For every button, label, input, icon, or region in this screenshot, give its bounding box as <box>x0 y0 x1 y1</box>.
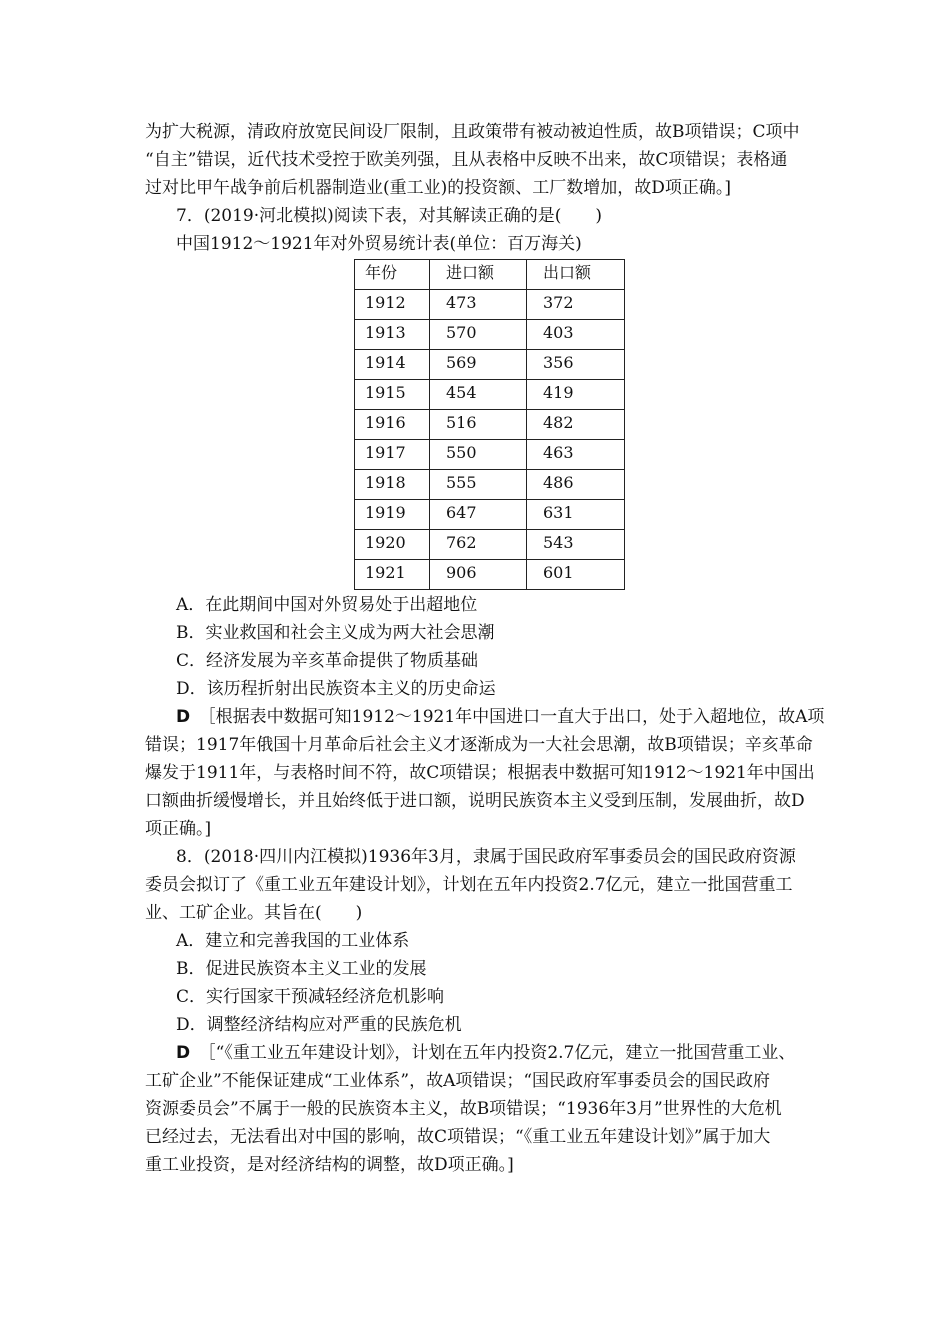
cell-export: 463 <box>527 440 625 470</box>
cell-year: 1921 <box>355 560 430 590</box>
q7-answer-text: ［根据表中数据可知1912～1921年中国进口一直大于出口，处于入超地位，故A项 <box>207 707 825 727</box>
q7-answer-first-line <box>176 706 824 728</box>
table-header-row <box>355 260 625 290</box>
table-row <box>355 410 625 440</box>
q7-answer-line: 爆发于1911年，与表格时间不符，故C项错误；根据表中数据可知1912～1921年中国出 <box>145 763 815 783</box>
q7-option-b: B．实业救国和社会主义成为两大社会思潮 <box>176 623 495 643</box>
q7-answer-line: 错误；1917年俄国十月革命后社会主义才逐渐成为一大社会思潮，故B项错误；辛亥革命 <box>145 735 813 755</box>
cell-export: 356 <box>527 350 625 380</box>
table-row <box>355 290 625 320</box>
header-export: 出口额 <box>527 260 625 290</box>
table-row <box>355 320 625 350</box>
cell-import: 762 <box>430 530 527 560</box>
cell-export: 372 <box>527 290 625 320</box>
table-row <box>355 530 625 560</box>
q7-option-c: C．经济发展为辛亥革命提供了物质基础 <box>176 651 479 671</box>
header-import: 进口额 <box>430 260 527 290</box>
cell-year: 1918 <box>355 470 430 500</box>
cell-import: 516 <box>430 410 527 440</box>
trade-table <box>354 259 625 590</box>
q8-answer-line: 资源委员会”不属于一般的民族资本主义，故B项错误；“1936年3月”世界性的大危机 <box>145 1099 782 1119</box>
q8-answer-line: 重工业投资，是对经济结构的调整，故D项正确。] <box>145 1155 514 1175</box>
cell-export: 482 <box>527 410 625 440</box>
cell-export: 601 <box>527 560 625 590</box>
q8-option-c: C．实行国家干预减轻经济危机影响 <box>176 987 445 1007</box>
q8-option-a: A．建立和完善我国的工业体系 <box>176 931 410 951</box>
cell-import: 906 <box>430 560 527 590</box>
q7-answer-letter: D <box>176 707 191 727</box>
q7-answer-line: 口额曲折缓慢增长，并且始终低于进口额，说明民族资本主义受到压制，发展曲折，故D <box>145 791 805 811</box>
cell-import: 473 <box>430 290 527 320</box>
prev-answer-line-1: 为扩大税源，清政府放宽民间设厂限制，且政策带有被动被迫性质，故B项错误；C项中 <box>145 122 800 142</box>
cell-year: 1917 <box>355 440 430 470</box>
cell-import: 454 <box>430 380 527 410</box>
q7-stem: 7．(2019·河北模拟)阅读下表，对其解读正确的是( ) <box>176 206 603 226</box>
cell-import: 569 <box>430 350 527 380</box>
q7-option-a: A．在此期间中国对外贸易处于出超地位 <box>176 595 478 615</box>
q8-answer-first-line <box>176 1042 795 1064</box>
q8-stem-line: 业、工矿企业。其旨在( ) <box>145 903 363 923</box>
cell-export: 631 <box>527 500 625 530</box>
cell-export: 419 <box>527 380 625 410</box>
q7-answer-line: 项正确。] <box>145 819 212 839</box>
table-row <box>355 560 625 590</box>
q8-option-d: D．调整经济结构应对严重的民族危机 <box>176 1015 462 1035</box>
cell-import: 647 <box>430 500 527 530</box>
cell-import: 570 <box>430 320 527 350</box>
table-row <box>355 500 625 530</box>
q7-table-title: 中国1912～1921年对外贸易统计表(单位：百万海关) <box>176 234 582 254</box>
cell-import: 555 <box>430 470 527 500</box>
q8-answer-line: 已经过去，无法看出对中国的影响，故C项错误；“《重工业五年建设计划》”属于加大 <box>145 1127 771 1147</box>
table-row <box>355 350 625 380</box>
table-row <box>355 380 625 410</box>
q8-answer-text: ［“《重工业五年建设计划》，计划在五年内投资2.7亿元，建立一批国营重工业、 <box>207 1043 796 1063</box>
prev-answer-line-2: “自主”错误，近代技术受控于欧美列强，且从表格中反映不出来，故C项错误；表格通 <box>145 150 788 170</box>
table-row <box>355 440 625 470</box>
cell-export: 403 <box>527 320 625 350</box>
q8-stem-line: 委员会拟订了《重工业五年建设计划》，计划在五年内投资2.7亿元，建立一批国营重工 <box>145 875 793 895</box>
cell-export: 486 <box>527 470 625 500</box>
q8-option-b: B．促进民族资本主义工业的发展 <box>176 959 427 979</box>
prev-answer-line-3: 过对比甲午战争前后机器制造业(重工业)的投资额、工厂数增加，故D项正确。] <box>145 178 732 198</box>
cell-year: 1916 <box>355 410 430 440</box>
cell-year: 1914 <box>355 350 430 380</box>
cell-import: 550 <box>430 440 527 470</box>
header-year: 年份 <box>355 260 430 290</box>
cell-year: 1912 <box>355 290 430 320</box>
cell-year: 1920 <box>355 530 430 560</box>
cell-year: 1915 <box>355 380 430 410</box>
table-row <box>355 470 625 500</box>
q8-answer-letter: D <box>176 1043 191 1063</box>
cell-export: 543 <box>527 530 625 560</box>
cell-year: 1913 <box>355 320 430 350</box>
q8-stem-first-line: 8．(2018·四川内江模拟)1936年3月，隶属于国民政府军事委员会的国民政府资源 <box>176 847 796 867</box>
cell-year: 1919 <box>355 500 430 530</box>
q7-option-d: D．该历程折射出民族资本主义的历史命运 <box>176 679 496 699</box>
q8-answer-line: 工矿企业”不能保证建成“工业体系”，故A项错误；“国民政府军事委员会的国民政府 <box>145 1071 771 1091</box>
